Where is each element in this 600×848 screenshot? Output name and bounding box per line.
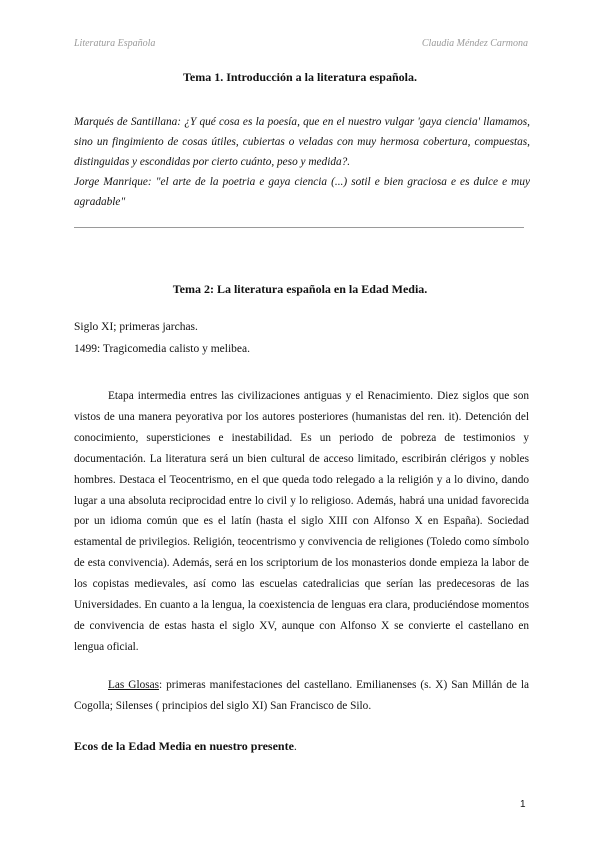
ecos-heading xyxy=(74,739,297,754)
page-header xyxy=(74,38,528,49)
glosas-text: : primeras manifestaciones del castellano. Emilianenses (s. X) San Millán de la Cogolla; Silenses ( principios del siglo XI) San Francisco de Silo. xyxy=(74,679,529,712)
quote-manrique: Jorge Manrique: "el arte de la poetria e gaya ciencia (...) sotil e bien graciosa e es dulce e muy agradable" xyxy=(74,176,530,208)
header-course-title: Literatura Española xyxy=(74,38,156,49)
tema1-quotes xyxy=(74,112,530,212)
quote-santillana: Marqués de Santillana: ¿Y qué cosa es la poesía, que en el nuestro vulgar 'gaya ciencia' llamamos, sino un fingimiento de cosas útiles, cubiertas o veladas con muy hermosa cobertura, compuestas, distinguidas y escondidas por cierto cuánto, peso y medida?. xyxy=(74,116,530,168)
ecos-heading-bold: Ecos de la Edad Media en nuestro presente xyxy=(74,739,294,753)
ecos-heading-tail: . xyxy=(293,739,297,753)
edad-media-paragraph: Etapa intermedia entres las civilizaciones antiguas y el Renacimiento. Diez siglos que son vistos de una manera peyorativa por los autores posteriores (humanistas del ren. it). Detención del conocimiento, supersticiones e inestabilidad. Es un periodo de pobreza de testimonios y documentación. La literatura será un bien cultural de acceso limitado, escribirán clérigos y nobles hombres. Destaca el Teocentrismo, en el que queda todo relegado a la religión y a lo divino, dando lugar a una absoluta reciprocidad entre lo civil y lo religioso. Además, habrá una unidad favorecida por un idioma común que es el latín (hasta el siglo XIII con Alfonso X en España). Sociedad estamental de privilegios. Religión, teocentrismo y convivencia de religiones (Toledo como símbolo de esta convivencia). Además, será en los scriptorium de los monasterios donde empieza la labor de los copistas medievales, así como las escuelas catedralicias que serían las predecesoras de las Universidades. En cuanto a la lengua, la coexistencia de lenguas era clara, produciéndose momentos de convivencia de estas hasta el siglo XV, aunque con Alfonso X se convierte el castellano en lengua oficial. xyxy=(74,390,529,653)
glosas-label: Las Glosas xyxy=(108,679,160,691)
timeline-line-1: Siglo XI; primeras jarchas. xyxy=(74,321,198,333)
glosas-paragraph xyxy=(74,675,529,717)
section-divider xyxy=(74,227,524,228)
timeline-line-2: 1499: Tragicomedia calisto y melibea. xyxy=(74,343,250,355)
page-number: 1 xyxy=(520,799,526,810)
tema2-title: Tema 2: La literatura española en la Edad Media. xyxy=(172,282,428,296)
header-author: Claudia Méndez Carmona xyxy=(421,38,528,49)
tema1-title: Tema 1. Introducción a la literatura española. xyxy=(182,70,417,84)
